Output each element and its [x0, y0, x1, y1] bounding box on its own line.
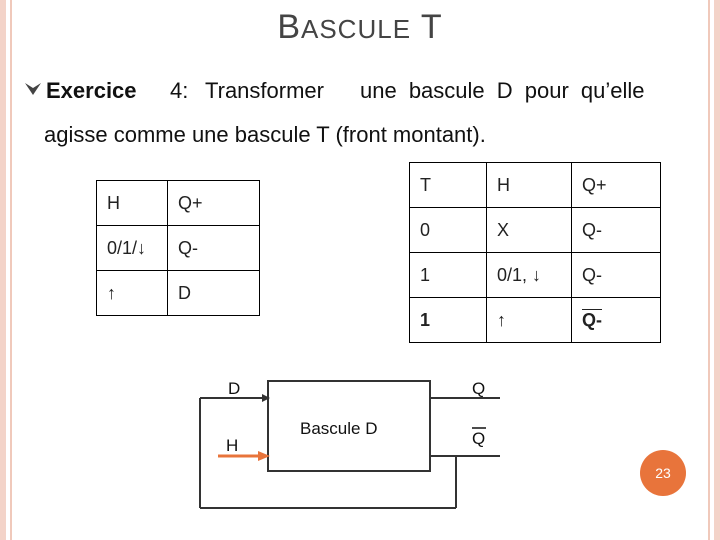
table-cell: X: [487, 208, 572, 253]
exercise-text-line2: agisse comme une bascule T (front montant).: [44, 122, 486, 147]
exercise-text-end: une bascule D pour qu’elle: [360, 78, 645, 103]
exercise-number: 4:: [170, 78, 189, 103]
table-cell: 1: [410, 298, 487, 343]
title-letter-t: T: [420, 8, 443, 46]
input-h-label: H: [226, 436, 239, 455]
table-cell: H: [97, 181, 168, 226]
exercise-label: Exercice: [46, 78, 137, 103]
table-cell: Q+: [168, 181, 260, 226]
table-cell: Q+: [572, 163, 661, 208]
table-cell: Q-: [168, 226, 260, 271]
table-cell: H: [487, 163, 572, 208]
table-cell: ↑: [487, 298, 572, 343]
table-cell: ↑: [97, 271, 168, 316]
output-qbar-label: Q: [472, 429, 486, 448]
table-cell-overline: Q-: [572, 298, 661, 343]
table-cell: D: [168, 271, 260, 316]
table-cell: T: [410, 163, 487, 208]
title-word: ASCULE: [301, 14, 412, 44]
table-cell: Q-: [572, 253, 661, 298]
title-first-letter: B: [277, 8, 301, 46]
table-cell: 1: [410, 253, 487, 298]
input-d-label: D: [228, 379, 241, 398]
page-number-badge: 23: [640, 450, 686, 496]
table-cell: Q-: [572, 208, 661, 253]
output-q-label: Q: [472, 379, 486, 398]
table-cell: 0: [410, 208, 487, 253]
table-cell: 0/1/↓: [97, 226, 168, 271]
bascule-d-label: Bascule D: [300, 419, 378, 438]
exercise-text-start: Transformer: [205, 78, 324, 103]
table-cell: 0/1, ↓: [487, 253, 572, 298]
